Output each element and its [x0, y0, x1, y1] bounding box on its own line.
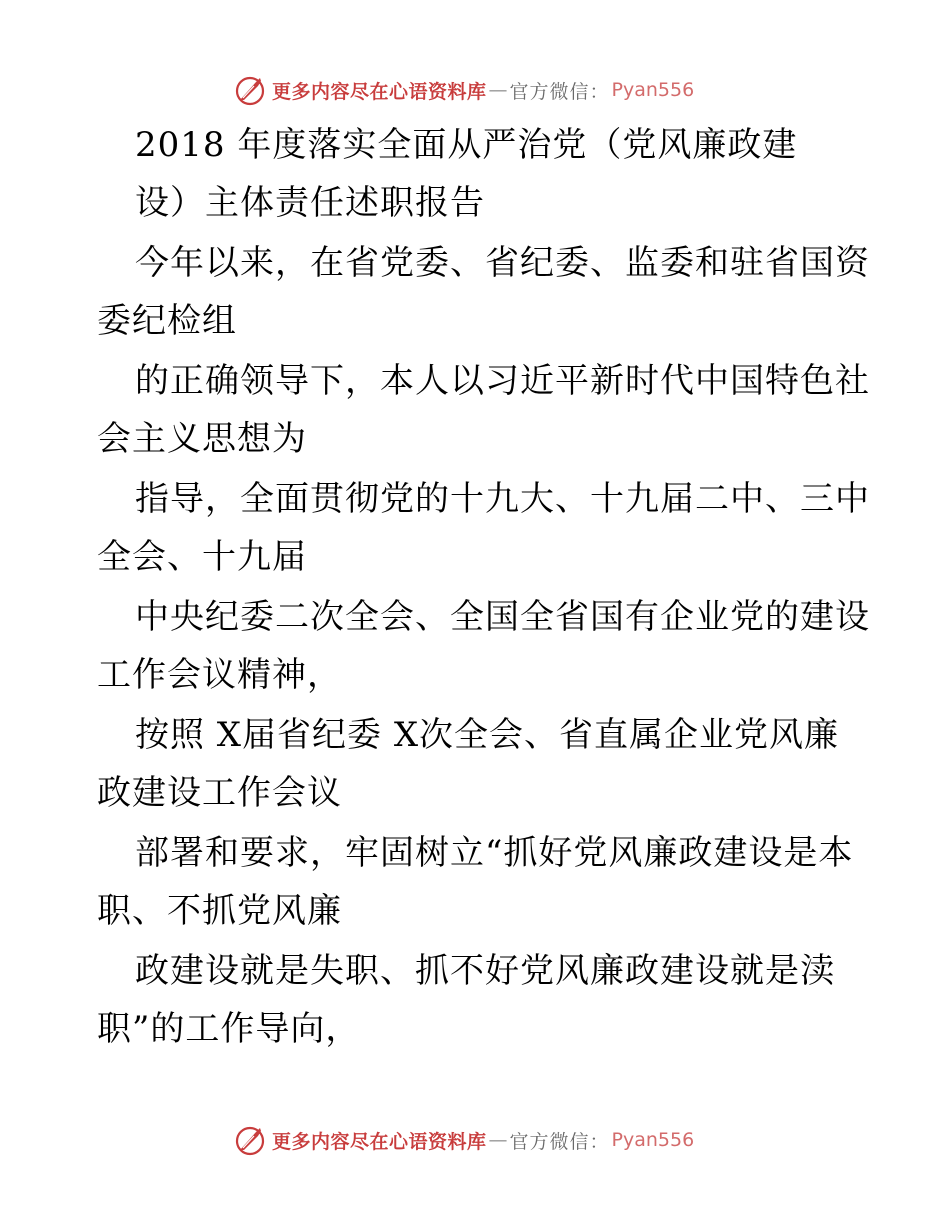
text-line: 设）主体责任述职报告 — [135, 183, 485, 223]
text-line: 职、不抓党风廉 — [97, 891, 342, 931]
text-line: 中央纪委二次全会、全国全省国有企业党的建设 — [135, 597, 870, 637]
quill-logo-icon — [232, 1122, 268, 1158]
watermark-brand: 更多内容尽在心语资料库 — [272, 80, 487, 103]
text-line: 的正确领导下，本人以习近平新时代中国特色社 — [135, 361, 870, 401]
watermark-brand: 更多内容尽在心语资料库 — [272, 1130, 487, 1153]
quill-logo-icon — [232, 72, 268, 108]
watermark-footer — [232, 1122, 694, 1158]
text-line: 会主义思想为 — [97, 419, 307, 459]
text-line: 全会、十九届 — [97, 537, 307, 577]
watermark-header — [232, 72, 694, 108]
text-line: 部署和要求，牢固树立“抓好党风廉政建设是本 — [135, 833, 854, 873]
text-line: 工作会议精神， — [97, 655, 342, 695]
watermark-account-label: 官方微信： — [509, 80, 610, 103]
watermark-account-id: Pyan556 — [611, 1129, 695, 1151]
watermark-account-label: 官方微信： — [509, 1130, 610, 1153]
text-line: 政建设就是失职、抓不好党风廉政建设就是渎 — [135, 951, 835, 991]
watermark-account-id: Pyan556 — [611, 79, 695, 101]
text-line: 委纪检组 — [97, 301, 237, 341]
watermark-dash: — — [488, 1129, 508, 1151]
text-line: 按照 X届省纪委 X次全会、省直属企业党风廉 — [135, 715, 840, 755]
text-line: 职”的工作导向， — [97, 1009, 361, 1049]
watermark-dash: — — [488, 79, 508, 101]
text-line: 政建设工作会议 — [97, 773, 342, 813]
text-line: 今年以来，在省党委、省纪委、监委和驻省国资 — [135, 243, 870, 283]
text-line: 2018 年度落实全面从严治党（党风廉政建 — [135, 125, 798, 165]
text-line: 指导，全面贯彻党的十九大、十九届二中、三中 — [135, 479, 870, 519]
